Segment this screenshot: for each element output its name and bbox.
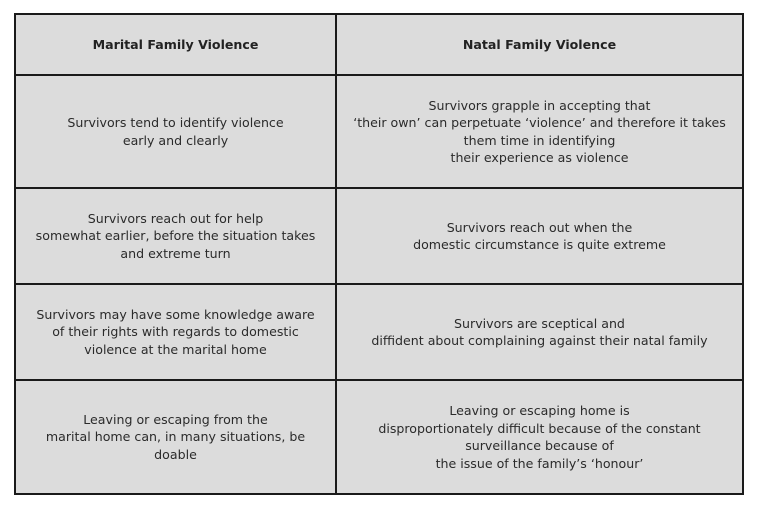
table-cell-row1-natal [337,76,742,189]
cell-text: Leaving or escaping from the marital home can, in many situations, be doable [45,411,306,462]
header-label: Marital Family Violence [92,36,259,52]
cell-text: Survivors may have some knowledge aware of their rights with regards to domestic violence at the marital home [36,306,315,357]
header-marital-family-violence [16,15,337,76]
comparison-table [14,13,744,495]
cell-text: Survivors reach out for help somewhat earlier, before the situation takes and extreme turn [35,210,316,261]
cell-text: Survivors reach out when the domestic circumstance is quite extreme [413,219,666,252]
header-label: Natal Family Violence [462,36,617,52]
cell-text: Survivors are sceptical and diffident about complaining against their natal family [371,315,708,348]
cell-text: Leaving or escaping home is disproportionately difficult because of the constant surveillance because of the issue of the family’s ‘honour’ [378,403,701,471]
table-cell-row1-marital [16,76,337,189]
cell-text: Survivors tend to identify violence early and clearly [67,115,284,148]
table-cell-row4-natal [337,381,742,493]
table-cell-row2-marital [16,189,337,285]
table-cell-row2-natal [337,189,742,285]
table-cell-row3-marital [16,285,337,381]
table-cell-row4-marital [16,381,337,493]
cell-text: Survivors grapple in accepting that ‘their own’ can perpetuate ‘violence’ and therefore it takes them time in identifying their experience as violence [353,97,726,165]
header-natal-family-violence [337,15,742,76]
table-cell-row3-natal [337,285,742,381]
